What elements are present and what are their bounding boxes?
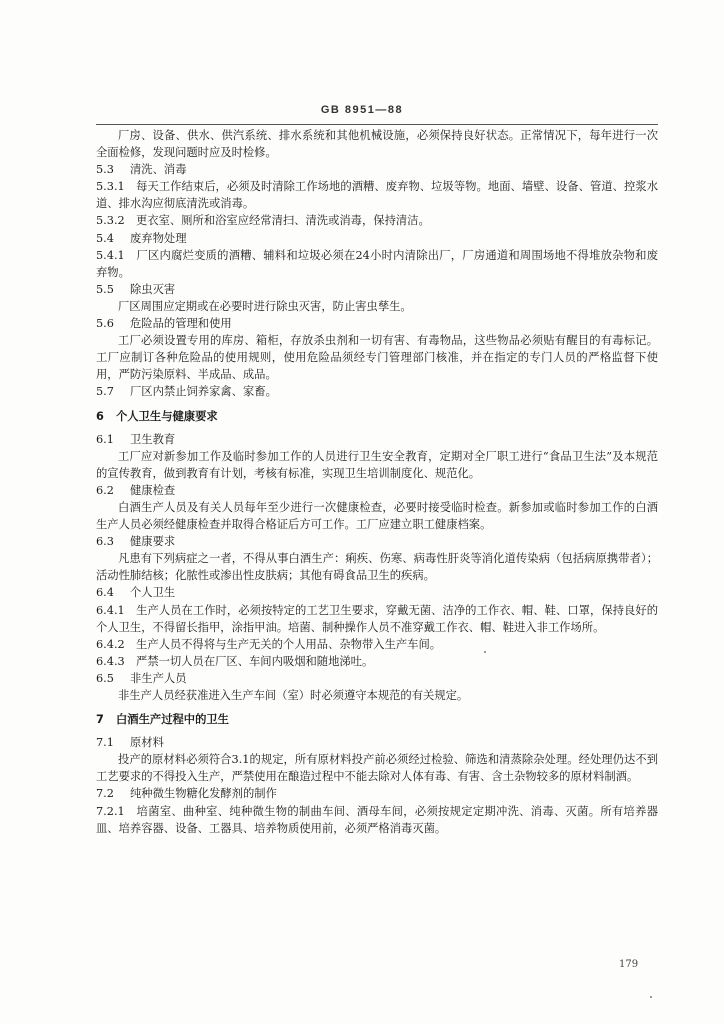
paragraph-6-2: 白酒生产人员及有关人员每年至少进行一次健康检查，必要时接受临时检查。新参加或临时参加工作的白酒生产人员必须经健康检查并取得合格证后方可工作。工厂应建立职工健康档案。 (96, 500, 658, 532)
section-heading-7-1: 7.1 原材料 (96, 736, 164, 750)
paragraph: 厂房、设备、供水、供汽系统、排水系统和其他机械设施，必须保持良好状态。正常情况下，每年进行一次全面检修，发现问题时应及时检修。 (96, 129, 658, 160)
clause-5-3-2: 5.3.2 更衣室、厕所和浴室应经常清扫、清洗或消毒，保持清洁。 (96, 214, 430, 228)
clause-5-4-1: 5.4.1 厂区内腐烂变质的酒糟、辅料和垃圾必须在24小时内清除出厂，厂房通道和周围场地不得堆放杂物和废弃物。 (96, 248, 658, 279)
chapter-heading-7: 7 白酒生产过程中的卫生 (96, 713, 229, 727)
section-heading-6-1: 6.1 卫生教育 (96, 432, 176, 446)
paragraph-7-1: 投产的原材料必须符合3.1的规定，所有原材料投产前必须经过检验、筛选和清蒸除杂处理。经处理仍达不到工艺要求的不得投入生产，严禁使用在酿造过程中不能去除对人体有毒、有害、含土杂物较多的原材料制酒。 (96, 753, 658, 784)
page-number: 179 (619, 959, 639, 970)
section-heading-6-4: 6.4 个人卫生 (96, 586, 176, 600)
scan-speck (484, 651, 486, 653)
paragraph-6-3: 凡患有下列病症之一者，不得从事白酒生产：痢疾、伤寒、病毒性肝炎等消化道传染病（包括病原携带者）；活动性肺结核；化脓性或渗出性皮肤病；其他有碍食品卫生的疾病。 (96, 552, 658, 583)
page-header: GB 8951—88 (320, 104, 404, 116)
paragraph-5-5: 厂区周围应定期或在必要时进行除虫灭害，防止害虫孳生。 (118, 299, 412, 313)
section-heading-5-4: 5.4 废弃物处理 (96, 231, 187, 245)
section-heading-5-3: 5.3 清洗、消毒 (96, 163, 187, 177)
section-heading-5-6: 5.6 危险品的管理和使用 (96, 317, 232, 331)
section-heading-5-5: 5.5 除虫灭害 (96, 282, 176, 296)
section-heading-6-5: 6.5 非生产人员 (96, 671, 187, 685)
scan-speck (650, 996, 652, 998)
section-heading-7-2: 7.2 纯种微生物糖化发酵剂的制作 (96, 787, 277, 801)
clause-6-4-1: 6.4.1 生产人员在工作时，必须按特定的工艺卫生要求，穿戴无菌、洁净的工作衣、帽、鞋、口罩，保持良好的个人卫生，不得留长指甲，涂指甲油。培菌、制种操作人员不准穿戴工作衣、帽、鞋进入非工作场所。 (96, 603, 658, 634)
header-rule (96, 124, 658, 125)
section-heading-6-2: 6.2 健康检查 (96, 483, 176, 497)
chapter-heading-6: 6 个人卫生与健康要求 (96, 409, 218, 423)
clause-6-4-3: 6.4.3 严禁一切人员在厂区、车间内吸烟和随地涕吐。 (96, 654, 374, 668)
clause-7-2-1: 7.2.1 培菌室、曲种室、纯种微生物的制曲车间、酒母车间，必须按规定定期冲洗、消毒、灭菌。所有培养器皿、培养容器、设备、工器具、培养物质使用前，必须严格消毒灭菌。 (96, 804, 658, 835)
clause-5-3-1: 5.3.1 每天工作结束后，必须及时清除工作场地的酒糟、废弃物、垃圾等物。地面、墙壁、设备、管道、控浆水道、排水沟应彻底清洗或消毒。 (96, 180, 658, 211)
paragraph-6-5: 非生产人员经获准进入生产车间（室）时必须遵守本规范的有关规定。 (118, 689, 469, 702)
paragraph-6-1: 工厂应对新参加工作及临时参加工作的人员进行卫生安全教育，定期对全厂职工进行“食品卫生法”及本规范的宣传教育，做到教育有计划，考核有标准，实现卫生培训制度化、规范化。 (96, 449, 658, 480)
section-heading-6-3: 6.3 健康要求 (96, 535, 176, 549)
section-heading-5-7: 5.7 厂区内禁止饲养家禽、家畜。 (96, 385, 277, 399)
clause-6-4-2: 6.4.2 生产人员不得将与生产无关的个人用品、杂物带入生产车间。 (96, 637, 442, 651)
document-body (96, 127, 658, 837)
paragraph-5-6: 工厂必须设置专用的库房、箱柜，存放杀虫剂和一切有害、有毒物品，这些物品必须贴有醒目的有毒标记。工厂应制订各种危险品的使用规则，使用危险品须经专门管理部门核准，并在指定的专门人员的严格监督下使用，严防污染原料、半成品、成品。 (96, 334, 658, 382)
